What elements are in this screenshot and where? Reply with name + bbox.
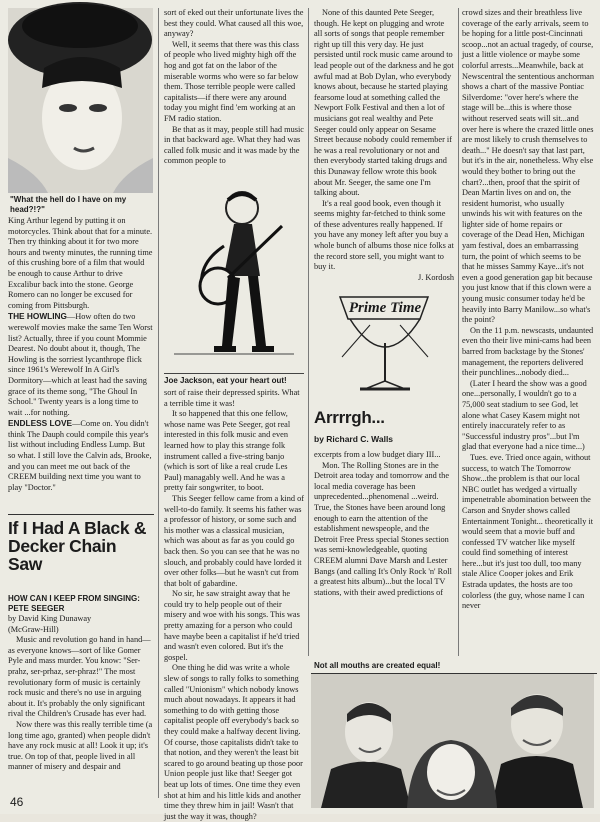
woman-headdress-image [8,8,153,193]
col4-paragraph-1: crowd sizes and their breathless live coverage of the early arrivals, seem to be hoping for a little post-Cincinnati scoop...not an actual tragedy, of course, just a little violence or maybe some colorful arrests...Meanwhile, back at Newscentral the sententious anchorman shows a chart of the massive Pontiac Silverdome: "over here's where the stage will be...this is where those without reserved seats will sit...and over here is where the crazed little ones are most likely to crush themselves to death..." He doesn't say that last part, but it's in the air, nonetheless. Why else would they bother to bring out the chart?...then, proof that the spirit of Dean Martin lives on and on, the resident humorist, who usually unwinds his wit with features on the lighter side of home repairs or coverage of the Dead Hen, Michigan yam festival, does an embarrassing turn, the point of which seems to be that he misses Sammy Kaye...it's not even a good generation gap bit because you just know that if this clown were a young music consumer today he'd be heavily into Barry Manilow...so what's the point? [462,8,595,325]
howling-heading: THE HOWLING [8,311,67,322]
col3-paragraph-1: None of this daunted Pete Seeger, though. He kept on plugging and wrote all sorts of songs that people remember right up till this very day. He just persisted until rock music came around to lead people out of the darkness and he got awful mad at Bob Dylan, who everybody knows about, because he started playing fearsome loud at something called the Newport Folk Festival and then a lot of musicians got real wealthy and Pete Seeger could only appear on Sesame Street because nobody could remember if he was a real revolutionary or not and then everybody started taking drugs and this Dunaway fellow wrote this book about Mr. Seeger, the same one I'm talking about. [314,8,454,198]
col1-howling-item [8,311,154,418]
col2-paragraph-2: Well, it seems that there was this class of people who lived mighty high off the hog and got fat on the labor of the miserable worms who were so far below them. Those terrible people were called capitalists—if there were any around today you might find 'em working at an FM radio station. [164,39,299,123]
column-4 [462,8,594,656]
col4-paragraph-2: On the 11 p.m. newscasts, undaunted even tho their live mini-cams had been barred from backstage by the Stones' management, the reporters delivered their punchlines...nobody died... [462,325,594,378]
page-number: 46 [10,795,24,809]
col1-paragraph-3: Now there was this really terrible time (a long time ago, granted) when people didn't have any rock music at all! Look it up; it's true. On top of that, people lived in all manner of misery and despair and [8,719,153,772]
prime-time-logo-text: Prime Time [348,300,422,316]
photo-caption-top: "What the hell do I have on my head?!?" [8,193,155,215]
column-3-bottom [314,450,454,655]
col2-paragraph-1: sort of eked out their unfortunate lives the best they could. What caused all this woe, anyway? [164,8,304,39]
headline-rule [8,514,154,515]
col1-endless-item [8,418,154,493]
book-publisher: (McGraw-Hill) [8,624,59,634]
col4-paragraph-3: (Later I heard the show was a good one...personally, I wouldn't go to a 75,000 seat stadium to see God, let alone what Casey Kasem might not entirely inaccurately refer to as "Successful industry pros"...but I'm glad that everyone had a nice time...) [462,378,587,452]
howling-text: —How often do two werewolf movies make the same Ten Worst list? Actually, three if you count Mommie Dearest. No doubt about it, though, The Howling is the sorriest lycanthrope flick since 1961's Werewolf In A Girl's Dormitory—which at least had the saving grace of its theme song, "The Ghoul In School." Twenty years is a long time to wait ...for nothing. [8,312,153,417]
column-divider-2 [308,8,309,656]
endless-text: —Come on. You didn't think The Dauph could compile this year's list without including Endless Lump. But so what. I still love the Calvin ads, Brooke, and you can meet me out back of the CREEM building next time you want to play "Doctor." [8,419,152,492]
col3-paragraph-2: It's a real good book, even though it seems mighty far-fetched to think some of these adventures really happened. If you have any money left after you buy a whole bunch of albums those nice folks at the record store sell, you might want to buy it. [314,198,454,272]
col3-paragraph-4: Mon. The Rolling Stones are in the Detroit area today and tomorrow and the local media coverage has been unprecedented...phenomenal ...weird. True, the Stones have been around long enough to earn the attention of the establishment newspeople, and the Detroit Free Press special Stones section was semi-knowledgeable, quoting CREEM alumni Dave Marsh and Lester Bangs (and calling It's Only Rock 'n' Roll a greatest hits album)...but the local TV stations, with their awed predictions of [314,460,452,597]
column-2-bottom [164,388,305,821]
walls-byline: by Richard C. Walls [314,434,394,444]
photo-woman-headdress [8,8,153,193]
column-3-top [314,8,454,282]
col1-paragraph-1: King Arthur legend by putting it on motorcycles. Think about that for a minute. Then try thinking about it for two more hours and twenty minutes, the running time of this crushing bore of a film that would be enough to cause Arthur to drive Excalibur back into the stone. George Romero can no longer be excused for coming from Pittsburgh. [8,216,153,310]
arrrrgh-headline: Arrrrgh... [314,408,385,427]
col1-paragraph-2: Music and revolution go hand in hand—as everyone knows—sort of like Gomer Pyle and mass murder. You know: "Ser-prahz, ser-prhaz, ser-phraz!" The most revolutionary form of music is certainly rock music and there's no use in arguing about it. It's probably the only significant rival the Children's Crusade has ever had. [8,635,151,719]
col2-paragraph-4: sort of raise their depressed spirits. What a terrible time it was! [164,388,300,408]
prime-time-logo [320,285,450,395]
col2-paragraph-6: This Seeger fellow came from a kind of well-to-do family. It seems his father was a professor of history, or some such and his mother was a classical musician, which was about as far as you could go back then. So you can see that he was no slouch, and probably could have lorded it over other folks—but he wasn't cut from that bolt of gabardine. [164,493,305,588]
book-title: HOW CAN I KEEP FROM SINGING: PETE SEEGER [8,594,140,613]
review-signature: J. Kordosh [418,272,454,282]
banjo-illustration [164,186,304,372]
col2-paragraph-5: It so happened that this one fellow, whose name was Pete Seeger, got real interested in this folk music and even learned how to play this strange folk instrument called a five-string banjo (which is sort of like a real crude Les Paul) managably well. And he was a pretty fair songwriter, to boot. [164,409,291,493]
photo-tv-hosts [311,674,594,808]
col2-paragraph-7: No sir, he saw straight away that he could try to help people out of their misery and woe with his songs. This was pretty amazing for a person who could have maybe been a capitalist if he'd tried and wasn't even colored. But it's the gospel. [164,589,300,662]
column-2-top [164,8,304,186]
col2-paragraph-3: Be that as it may, people still had music in that backward age. What they had was called folk music and it was made by the common people to [164,124,304,166]
book-author: by David King Dunaway [8,614,92,623]
col3-paragraph-3: excerpts from a low budget diary III... [314,450,441,459]
column-1-review [8,594,154,804]
column-divider-3 [458,8,459,656]
illustration-caption: Joe Jackson, eat your heart out! [164,373,304,386]
banjo-player-drawing [164,186,304,372]
column-divider-1 [158,8,159,798]
chainsaw-headline: If I Had A Black & Decker Chain Saw [8,518,147,574]
col4-paragraph-4: Tues. eve. Tried once again, without success, to watch The Tomorrow Show...the problem is that our local NBC outlet has wedged a virtually impenetrable abomination between the Carson and Snyder shows called Entertainment Tonight... theoretically it would seem that a movie buff and confessed TV watcher like myself could find something of interest here...but it's just too dull, too many stale Alice Cooper jokes and Erik Estrada updates, the hosts are too colorless (the guy, whose name I can never [462,452,594,611]
endless-heading: ENDLESS LOVE [8,418,73,429]
col2-paragraph-8: One thing he did was write a whole slew of songs to rally folks to something called "Unionism" which nobody knows much about nowadays. It appears it had something to do with getting those capitalist people off everybody's back so they could make a halfway decent living. Of course, those capitalists didn't take to that notion, and they weren't the least bit scared to go around beating up those poor Union people just like that! Seeger got beat up lots of times. One time they even shot at him and his little kids and another time they threw him in jail! Wasn't that just the way it was, though? [164,663,303,821]
tv-hosts-image [311,674,594,808]
photo-caption-bottom: Not all mouths are created equal! [311,660,597,674]
